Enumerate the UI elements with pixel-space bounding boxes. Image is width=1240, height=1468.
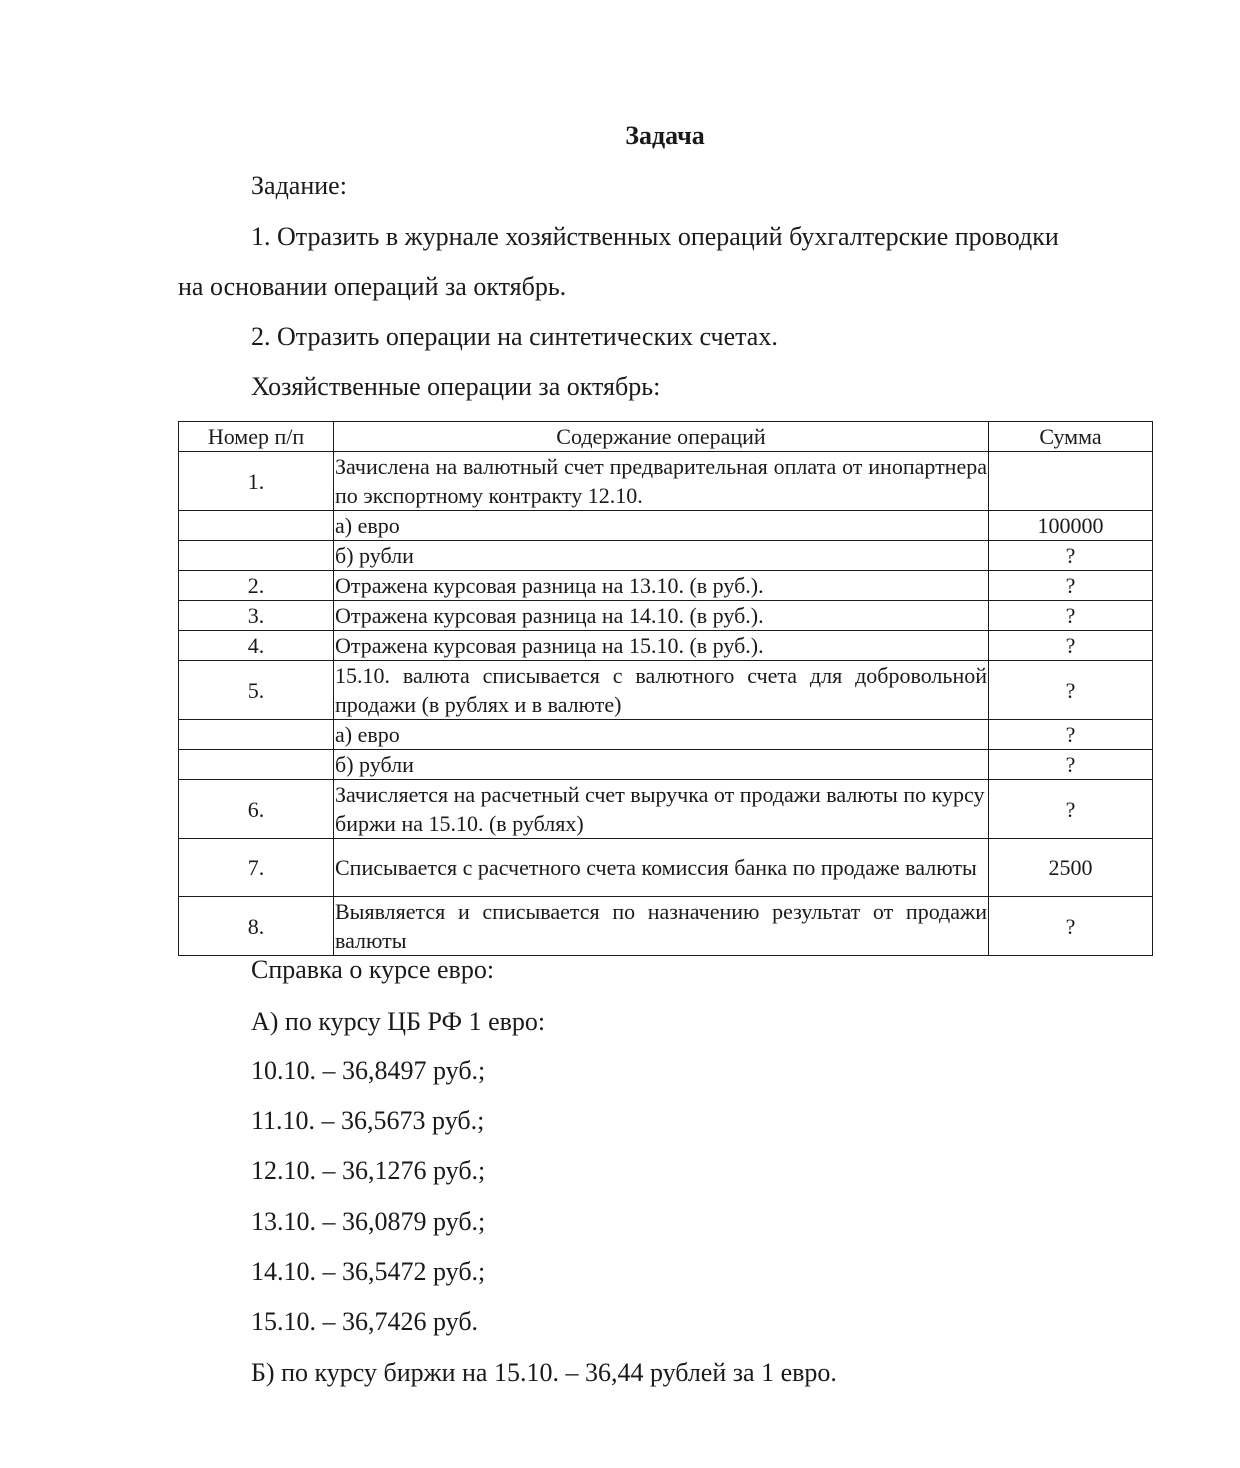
row-content: а) евро (334, 720, 989, 750)
row-content: Зачислена на валютный счет предварительная оплата от инопартнера по экспортному контракту 12.10. (334, 452, 989, 511)
task-item-1: 1. Отразить в журнале хозяйственных операций бухгалтерские проводки (251, 222, 1059, 251)
row-sum: ? (989, 897, 1153, 956)
row-sum: ? (989, 750, 1153, 780)
row-content: Выявляется и списывается по назначению результат от продажи валюты (334, 897, 989, 956)
table-row (179, 601, 1153, 631)
row-number (179, 720, 334, 750)
row-number (179, 511, 334, 541)
table-row (179, 571, 1153, 601)
row-number: 6. (179, 780, 334, 839)
table-caption: Хозяйственные операции за октябрь: (251, 372, 661, 401)
row-number: 3. (179, 601, 334, 631)
row-content: а) евро (334, 511, 989, 541)
cbr-rate-item: 12.10. – 36,1276 руб.; (251, 1156, 486, 1185)
row-number: 5. (179, 661, 334, 720)
cbr-rate-item: 10.10. – 36,8497 руб.; (251, 1056, 486, 1085)
row-number: 4. (179, 631, 334, 661)
cbr-rate-item: 11.10. – 36,5673 руб.; (251, 1106, 485, 1135)
row-number: 1. (179, 452, 334, 511)
table-row (179, 897, 1153, 956)
row-sum (989, 452, 1153, 511)
row-sum: 100000 (989, 511, 1153, 541)
task-item-1-continued: на основании операций за октябрь. (178, 272, 567, 301)
row-content: б) рубли (334, 750, 989, 780)
cbr-rate-item: 14.10. – 36,5472 руб.; (251, 1257, 486, 1286)
row-content: 15.10. валюта списывается с валютного счета для добровольной продажи (в рублях и в валюте) (334, 661, 989, 720)
header-number: Номер п/п (179, 422, 334, 452)
row-content: б) рубли (334, 541, 989, 571)
row-sum: ? (989, 631, 1153, 661)
row-number: 7. (179, 839, 334, 897)
row-number (179, 750, 334, 780)
row-sum: ? (989, 720, 1153, 750)
exchange-rate: Б) по курсу биржи на 15.10. – 36,44 рублей за 1 евро. (251, 1358, 837, 1387)
cbr-rate-item: 15.10. – 36,7426 руб. (251, 1307, 479, 1336)
table-row (179, 541, 1153, 571)
operations-table (178, 421, 1153, 956)
table-row (179, 780, 1153, 839)
row-content: Отражена курсовая разница на 13.10. (в руб.). (334, 571, 989, 601)
table-row (179, 661, 1153, 720)
row-number: 2. (179, 571, 334, 601)
header-content: Содержание операций (334, 422, 989, 452)
reference-header: Справка о курсе евро: (251, 955, 495, 984)
row-number: 8. (179, 897, 334, 956)
table-row (179, 631, 1153, 661)
row-sum: ? (989, 541, 1153, 571)
table-row (179, 511, 1153, 541)
row-sum: ? (989, 601, 1153, 631)
cbr-rate-item: 13.10. – 36,0879 руб.; (251, 1207, 486, 1236)
header-sum: Сумма (989, 422, 1153, 452)
row-sum: ? (989, 661, 1153, 720)
row-content: Списывается с расчетного счета комиссия банка по продаже валюты (334, 839, 989, 897)
row-number (179, 541, 334, 571)
row-sum: 2500 (989, 839, 1153, 897)
table-header-row (179, 422, 1153, 452)
table-row (179, 720, 1153, 750)
task-header: Задание: (251, 171, 347, 200)
table-row (179, 839, 1153, 897)
cbr-rate-header: А) по курсу ЦБ РФ 1 евро: (251, 1007, 546, 1036)
document-title: Задача (625, 121, 705, 150)
row-sum: ? (989, 571, 1153, 601)
table-row (179, 452, 1153, 511)
row-content: Отражена курсовая разница на 14.10. (в руб.). (334, 601, 989, 631)
row-content: Зачисляется на расчетный счет выручка от продажи валюты по курсу биржи на 15.10. (в рублях) (334, 780, 989, 839)
row-sum: ? (989, 780, 1153, 839)
table-row (179, 750, 1153, 780)
row-content: Отражена курсовая разница на 15.10. (в руб.). (334, 631, 989, 661)
task-item-2: 2. Отразить операции на синтетических счетах. (251, 322, 778, 351)
